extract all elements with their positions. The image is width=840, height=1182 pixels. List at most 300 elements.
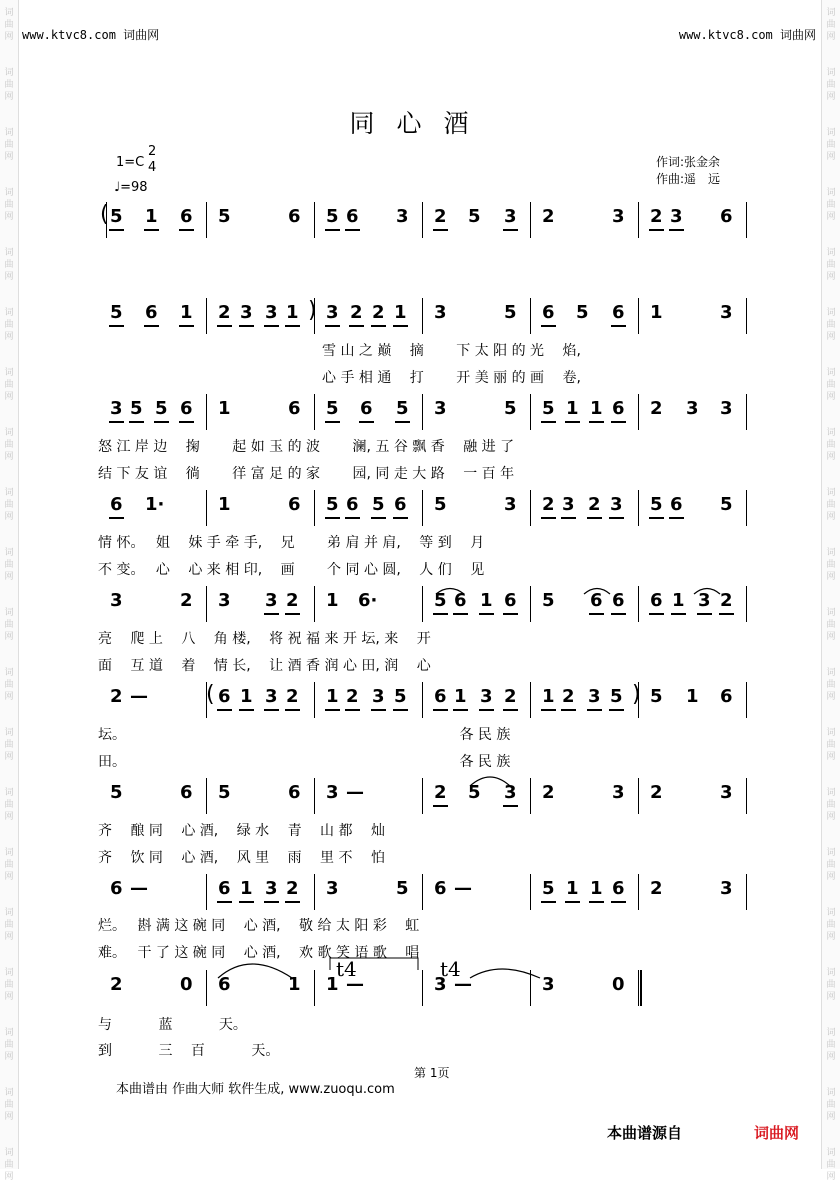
note: 2 <box>180 590 193 611</box>
notation-row <box>0 680 840 730</box>
barline <box>530 298 531 334</box>
watermark-glyph: 词 <box>826 128 836 138</box>
barline <box>746 874 747 910</box>
note: 2 <box>650 398 663 419</box>
barline <box>638 298 639 334</box>
watermark-glyph: 网 <box>4 152 14 162</box>
barline <box>746 586 747 622</box>
watermark-glyph: 曲 <box>826 1040 836 1050</box>
barline <box>422 298 423 334</box>
watermark-glyph: 网 <box>4 692 14 702</box>
watermark-glyph: 曲 <box>826 740 836 750</box>
watermark-glyph: 词 <box>4 488 14 498</box>
watermark-glyph: 曲 <box>826 320 836 330</box>
note: 1 <box>240 876 253 902</box>
barline <box>530 202 531 238</box>
note: 6 <box>288 782 301 803</box>
note: 3 <box>542 974 555 995</box>
note: 6 <box>288 398 301 419</box>
watermark-glyph: 曲 <box>4 260 14 270</box>
note: 6 <box>612 876 625 902</box>
note: 2 <box>286 684 299 710</box>
note: 5 <box>396 396 409 422</box>
watermark-glyph: 网 <box>826 452 836 462</box>
watermark-glyph: 曲 <box>4 1160 14 1170</box>
notation-row <box>0 200 840 250</box>
watermark-glyph: 网 <box>4 452 14 462</box>
watermark-glyph: 曲 <box>826 200 836 210</box>
watermark-glyph: 网 <box>826 872 836 882</box>
note: 6 <box>180 782 193 803</box>
barline <box>314 874 315 910</box>
note: 2 <box>110 974 123 995</box>
watermark-glyph: 词 <box>826 188 836 198</box>
note: 6 <box>394 492 407 518</box>
note: 3 <box>372 684 385 710</box>
barline <box>746 778 747 814</box>
note: 1 <box>590 876 603 902</box>
note: 1 <box>480 588 493 614</box>
note: 5 <box>468 206 481 227</box>
note: 6 <box>590 588 603 614</box>
watermark-glyph: 曲 <box>826 1160 836 1170</box>
watermark-glyph: 网 <box>826 212 836 222</box>
note: 2 <box>218 300 231 326</box>
note: 3 <box>434 302 447 323</box>
notation-row <box>0 584 840 634</box>
watermark-glyph: 词 <box>4 848 14 858</box>
barline <box>206 970 207 1006</box>
barline <box>314 490 315 526</box>
key-signature: 1=C <box>116 155 145 170</box>
note: — <box>454 974 472 995</box>
barline <box>638 874 639 910</box>
watermark-glyph: 曲 <box>826 860 836 870</box>
watermark-glyph: 网 <box>4 992 14 1002</box>
note: 1 <box>326 974 339 995</box>
note: 3 <box>110 590 123 611</box>
barline <box>530 490 531 526</box>
note: 1 <box>650 302 663 323</box>
watermark-glyph: 词 <box>4 1088 14 1098</box>
lyric-line-3-verse-1: 情 怀。 姐 妹 手 牵 手, 兄 弟 肩 并 肩, 等 到 月 <box>98 535 485 551</box>
note: 3 <box>396 206 409 227</box>
note: 1 <box>542 684 555 710</box>
watermark-glyph: 网 <box>4 92 14 102</box>
barline <box>314 202 315 238</box>
lyric-line-7-verse-2: 难。 干 了 这 碗 同 心 酒, 欢 歌 笑 语 歌 唱 <box>98 945 420 961</box>
note: 3 <box>326 300 339 326</box>
note: 2 <box>350 300 363 326</box>
time-signature-bottom: 4 <box>148 160 157 175</box>
watermark-glyph: 词 <box>4 8 14 18</box>
watermark-glyph: 词 <box>4 308 14 318</box>
note: 2 <box>542 206 555 227</box>
watermark-glyph: 词 <box>4 368 14 378</box>
watermark-glyph: 词 <box>826 1028 836 1038</box>
note: 3 <box>326 782 339 803</box>
note: 5 <box>650 686 663 707</box>
lyric-line-1-verse-1: 雪 山 之 巅 摘 下 太 阳 的 光 焰, <box>322 343 581 359</box>
lyric-line-8-verse-2: 到 三 百 天。 <box>98 1043 280 1059</box>
note: 3 <box>610 492 623 518</box>
watermark-glyph: 网 <box>4 872 14 882</box>
lyric-line-1-verse-2: 心 手 相 通 打 开 美 丽 的 画 卷, <box>322 370 581 386</box>
watermark-glyph: 曲 <box>4 500 14 510</box>
watermark-glyph: 曲 <box>826 980 836 990</box>
lyric-line-4-verse-1: 亮 爬 上 八 角 楼, 将 祝 福 来 开 坛, 来 开 <box>98 631 431 647</box>
watermark-glyph: 词 <box>4 248 14 258</box>
watermark-glyph: 曲 <box>4 740 14 750</box>
note: 6 <box>218 684 231 710</box>
barline <box>422 202 423 238</box>
note: 3 <box>588 684 601 710</box>
note: 6 <box>670 492 683 518</box>
site-url-left[interactable]: www.ktvc8.com 词曲网 <box>22 28 160 42</box>
note: 3 <box>265 588 278 614</box>
note: 6 <box>180 204 193 230</box>
watermark-glyph: 词 <box>4 188 14 198</box>
note: 3 <box>434 974 447 995</box>
note: 6 <box>110 878 123 899</box>
note: 3 <box>612 782 625 803</box>
watermark-glyph: 网 <box>826 572 836 582</box>
notation-row <box>0 968 840 1018</box>
barline <box>530 874 531 910</box>
barline <box>206 778 207 814</box>
note: 5 <box>542 590 555 611</box>
note: 1 <box>240 684 253 710</box>
watermark-glyph: 曲 <box>4 20 14 30</box>
watermark-glyph: 词 <box>826 308 836 318</box>
barline <box>638 970 639 1006</box>
watermark-glyph: 网 <box>4 332 14 342</box>
lyric-line-7-verse-1: 烂。 斟 满 这 碗 同 心 酒, 敬 给 太 阳 彩 虹 <box>98 918 420 934</box>
barline <box>422 586 423 622</box>
note: 6 <box>542 300 555 326</box>
watermark-glyph: 网 <box>826 812 836 822</box>
page-number: 第 1页 <box>414 1066 450 1080</box>
watermark-glyph: 曲 <box>4 860 14 870</box>
note: 3 <box>562 492 575 518</box>
watermark-glyph: 曲 <box>826 680 836 690</box>
note: 5 <box>326 204 339 230</box>
watermark-glyph: 网 <box>826 92 836 102</box>
source-site-link[interactable]: 词曲网 <box>754 1124 800 1142</box>
note: 2 <box>372 300 385 326</box>
watermark-glyph: 网 <box>4 812 14 822</box>
watermark-glyph: 网 <box>826 332 836 342</box>
note: 1 <box>566 876 579 902</box>
barline <box>638 202 639 238</box>
barline <box>206 586 207 622</box>
watermark-glyph: 曲 <box>826 800 836 810</box>
watermark-glyph: 曲 <box>4 80 14 90</box>
note: 6 <box>346 204 359 230</box>
tempo-marking <box>114 180 148 195</box>
watermark-glyph: 词 <box>4 608 14 618</box>
barline <box>640 970 642 1006</box>
watermark-glyph: 曲 <box>4 1100 14 1110</box>
note: 3 <box>686 398 699 419</box>
watermark-glyph: 网 <box>826 152 836 162</box>
lyricist-credit: 作词:张金余 <box>656 155 721 169</box>
barline <box>746 490 747 526</box>
barline <box>746 202 747 238</box>
watermark-glyph: 词 <box>4 128 14 138</box>
note: 6 <box>434 878 447 899</box>
note: 5 <box>372 492 385 518</box>
watermark-glyph: 网 <box>826 32 836 42</box>
watermark-glyph: 词 <box>826 8 836 18</box>
note: 5 <box>218 782 231 803</box>
watermark-glyph: 网 <box>4 632 14 642</box>
watermark-glyph: 网 <box>826 1052 836 1062</box>
note: 0 <box>612 974 625 995</box>
watermark-glyph: 曲 <box>826 20 836 30</box>
barline <box>530 394 531 430</box>
note: 5 <box>110 300 123 326</box>
note: 6 <box>110 492 123 518</box>
watermark-glyph: 网 <box>826 512 836 522</box>
barline <box>638 490 639 526</box>
note: 3 <box>504 204 517 230</box>
note: 2 <box>542 492 555 518</box>
note: 1 <box>566 396 579 422</box>
note: 2 <box>286 588 299 614</box>
barline <box>530 586 531 622</box>
note: 1 <box>394 300 407 326</box>
lyric-line-5-verse-1: 坛。 各 民 族 <box>98 727 511 743</box>
note: 5 <box>720 494 733 515</box>
barline <box>206 394 207 430</box>
barline <box>530 970 531 1006</box>
watermark-glyph: 网 <box>826 272 836 282</box>
watermark-glyph: 网 <box>4 212 14 222</box>
time-signature <box>148 144 156 176</box>
watermark-glyph: 曲 <box>4 200 14 210</box>
note: 3 <box>504 494 517 515</box>
note: 6 <box>360 396 373 422</box>
watermark-glyph: 词 <box>826 848 836 858</box>
note: 1 <box>672 588 685 614</box>
watermark-glyph: 曲 <box>826 260 836 270</box>
note: 2 <box>650 782 663 803</box>
barline <box>422 682 423 718</box>
note: 6 <box>612 300 625 326</box>
note: 3 <box>480 684 493 710</box>
note: 5 <box>326 396 339 422</box>
watermark-glyph: 网 <box>4 1112 14 1122</box>
barline <box>422 970 423 1006</box>
note: 2 <box>504 684 517 710</box>
barline <box>530 682 531 718</box>
note: 1 <box>686 686 699 707</box>
watermark-glyph: 词 <box>826 668 836 678</box>
watermark-glyph: 词 <box>4 728 14 738</box>
note: 5 <box>394 684 407 710</box>
note: 3 <box>265 684 278 710</box>
barline <box>422 778 423 814</box>
watermark-glyph: 词 <box>826 968 836 978</box>
note: 2 <box>588 492 601 518</box>
note: 1 <box>326 684 339 710</box>
note: 1 <box>286 300 299 326</box>
note: 3 <box>434 398 447 419</box>
watermark-glyph: 词 <box>4 1028 14 1038</box>
note: 3 <box>218 590 231 611</box>
note: 3 <box>265 876 278 902</box>
watermark-glyph: 曲 <box>4 560 14 570</box>
note: 2 <box>650 878 663 899</box>
note: 2 <box>110 686 123 707</box>
notation-row <box>0 392 840 442</box>
note: 5 <box>542 876 555 902</box>
watermark-glyph: 词 <box>826 788 836 798</box>
watermark-glyph: 词 <box>4 788 14 798</box>
watermark-glyph: 网 <box>826 632 836 642</box>
note: 5 <box>110 204 123 230</box>
barline <box>206 874 207 910</box>
watermark-glyph: 词 <box>826 368 836 378</box>
note: 6 <box>434 684 447 710</box>
watermark-glyph: 曲 <box>4 140 14 150</box>
note: 1 <box>218 398 231 419</box>
lyric-line-5-verse-2: 田。 各 民 族 <box>98 754 511 770</box>
notation-row <box>0 296 840 346</box>
watermark-glyph: 曲 <box>826 920 836 930</box>
note: 3 <box>720 302 733 323</box>
ending-mark-1: t4 <box>336 957 357 981</box>
note: 2 <box>650 204 663 230</box>
note: 6 <box>288 206 301 227</box>
generator-credit: 本曲谱由 作曲大师 软件生成, www.zuoqu.com <box>116 1082 395 1097</box>
song-title: 同心酒 <box>349 109 491 138</box>
barline <box>422 394 423 430</box>
note: 6 <box>612 588 625 614</box>
note: 3 <box>504 780 517 806</box>
watermark-glyph: 网 <box>4 1052 14 1062</box>
watermark-glyph: 曲 <box>826 140 836 150</box>
barline <box>206 298 207 334</box>
repeat-paren: ( <box>100 202 109 227</box>
note: 3 <box>326 878 339 899</box>
note: 5 <box>610 684 623 710</box>
note: 0 <box>180 974 193 995</box>
watermark-glyph: 网 <box>4 1172 14 1182</box>
notation-row <box>0 488 840 538</box>
note: — <box>346 782 364 803</box>
source-label: 本曲谱源自 <box>607 1124 683 1142</box>
lyric-line-3-verse-2: 不 变。 心 心 来 相 印, 画 个 同 心 圆, 人 们 见 <box>98 562 485 578</box>
note: 1 <box>454 684 467 710</box>
note: 6 <box>454 588 467 614</box>
watermark-glyph: 曲 <box>4 980 14 990</box>
barline <box>206 202 207 238</box>
note: 6 <box>612 396 625 422</box>
watermark-glyph: 词 <box>826 248 836 258</box>
quarter-note-icon: ♩ <box>114 180 121 195</box>
note: 6 <box>288 494 301 515</box>
note: 1 <box>590 396 603 422</box>
watermark-glyph: 曲 <box>826 380 836 390</box>
note: 5 <box>110 782 123 803</box>
note: 3 <box>265 300 278 326</box>
note: 6 <box>218 876 231 902</box>
note: 1 <box>145 204 158 230</box>
watermark-glyph: 网 <box>4 752 14 762</box>
note: 6 <box>650 588 663 614</box>
composer-credit: 作曲:遥 远 <box>656 172 721 186</box>
note: 6 <box>218 974 231 995</box>
watermark-glyph: 词 <box>826 908 836 918</box>
watermark-glyph: 曲 <box>826 1100 836 1110</box>
note: 3 <box>612 206 625 227</box>
note: 1 <box>326 590 339 611</box>
watermark-glyph: 曲 <box>826 620 836 630</box>
watermark-glyph: 网 <box>826 752 836 762</box>
barline <box>530 778 531 814</box>
note: 5 <box>504 398 517 419</box>
note: 6· <box>358 590 378 611</box>
watermark-glyph: 词 <box>826 68 836 78</box>
barline <box>746 298 747 334</box>
barline <box>638 394 639 430</box>
note: 6 <box>720 686 733 707</box>
watermark-glyph: 词 <box>826 728 836 738</box>
watermark-glyph: 词 <box>826 548 836 558</box>
watermark-glyph: 词 <box>4 428 14 438</box>
note: 2 <box>434 780 447 806</box>
repeat-paren: ) <box>308 298 317 323</box>
lyric-line-6-verse-1: 齐 酿 同 心 酒, 绿 水 青 山 都 灿 <box>98 823 385 839</box>
note: 1· <box>145 494 165 515</box>
watermark-glyph: 曲 <box>826 80 836 90</box>
note: 5 <box>218 206 231 227</box>
watermark-glyph: 曲 <box>826 500 836 510</box>
note: 5 <box>130 396 143 422</box>
watermark-glyph: 词 <box>4 1148 14 1158</box>
barline <box>422 874 423 910</box>
barline <box>314 394 315 430</box>
note: 1 <box>180 300 193 326</box>
note: 2 <box>434 204 447 230</box>
note: 3 <box>698 588 711 614</box>
note: 6 <box>346 492 359 518</box>
watermark-glyph: 词 <box>4 68 14 78</box>
watermark-glyph: 曲 <box>4 680 14 690</box>
site-url-right[interactable]: www.ktvc8.com 词曲网 <box>678 28 816 42</box>
note: — <box>346 974 364 995</box>
watermark-glyph: 曲 <box>4 320 14 330</box>
watermark-glyph: 网 <box>4 392 14 402</box>
watermark-glyph: 曲 <box>4 920 14 930</box>
watermark-glyph: 词 <box>4 908 14 918</box>
note: 5 <box>504 302 517 323</box>
watermark-glyph: 网 <box>4 932 14 942</box>
watermark-glyph: 词 <box>826 428 836 438</box>
note: 1 <box>288 974 301 995</box>
lyric-line-8-verse-1: 与 蓝 天。 <box>98 1017 247 1033</box>
note: 5 <box>468 782 481 803</box>
note: — <box>130 878 148 899</box>
note: 2 <box>346 684 359 710</box>
watermark-glyph: 曲 <box>4 800 14 810</box>
note: 5 <box>396 878 409 899</box>
watermark-glyph: 曲 <box>4 620 14 630</box>
watermark-glyph: 词 <box>826 1148 836 1158</box>
barline <box>314 586 315 622</box>
